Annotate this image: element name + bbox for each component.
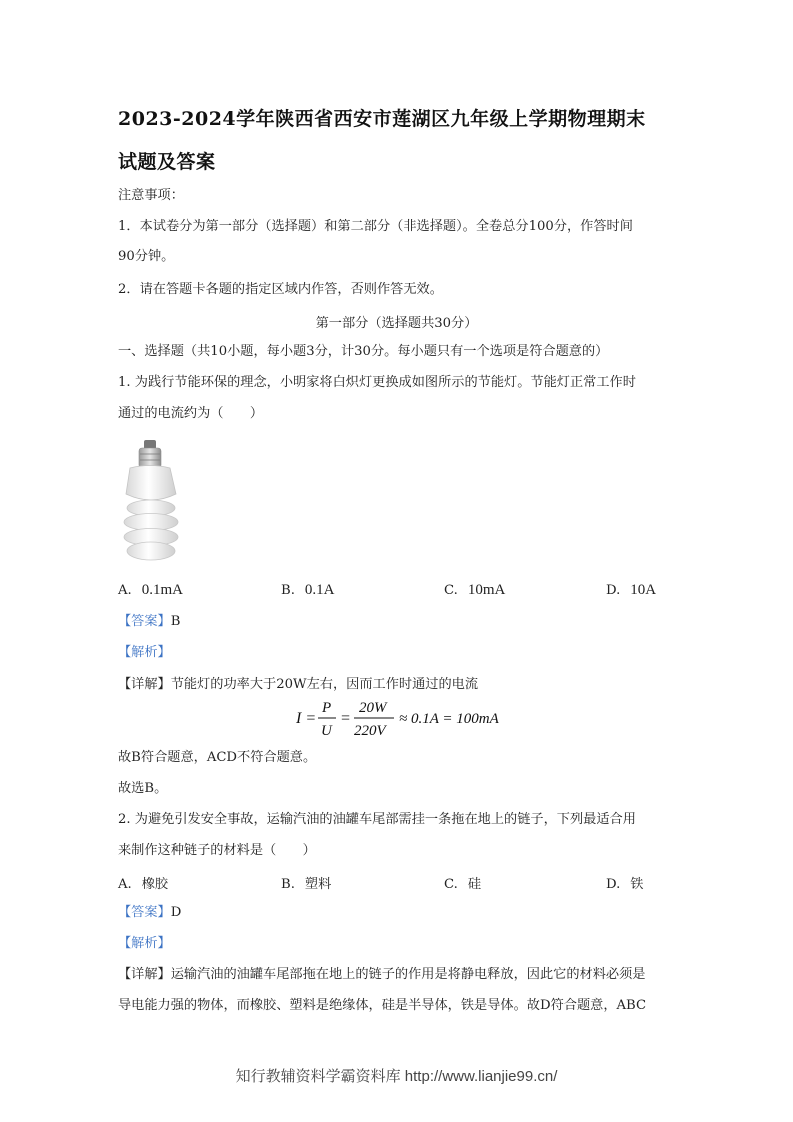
q2-stem: 2. 为避免引发安全事故，运输汽油的油罐车尾部需挂一条拖在地上的链子，下列最适合用 bbox=[118, 812, 636, 827]
q1-option-b-letter: B. bbox=[281, 583, 295, 598]
formula-num2: 20W bbox=[359, 700, 387, 716]
q1-option-c-letter: C. bbox=[444, 583, 458, 598]
q2-option-a-letter: A. bbox=[118, 877, 132, 892]
formula-den2: 220V bbox=[354, 723, 386, 739]
q1-option-c-value: 10mA bbox=[467, 582, 506, 598]
notice-item-1-cont: 90分钟。 bbox=[118, 249, 175, 264]
section-heading: 一、选择题（共10小题，每小题3分，计30分。每小题只有一个选项是符合题意的） bbox=[118, 344, 609, 359]
q2-option-b-letter: B. bbox=[281, 877, 295, 892]
notice-label: 注意事项： bbox=[118, 188, 184, 203]
energy-saving-bulb-image bbox=[120, 438, 182, 564]
formula-den1: U bbox=[321, 723, 332, 739]
q1-analysis-tag: 【解析】 bbox=[118, 645, 171, 660]
q2-detail-tag: 【详解】 bbox=[118, 967, 171, 982]
q1-answer bbox=[118, 613, 180, 631]
q2-answer-tag: 【答案】 bbox=[118, 905, 171, 920]
q2-option-d-letter: D. bbox=[606, 877, 621, 892]
formula-num1: P bbox=[322, 700, 332, 716]
q2-option-a-value: 橡胶 bbox=[141, 877, 169, 892]
q1-detail-text: 节能灯的功率大于20W左右，因而工作时通过的电流 bbox=[170, 677, 479, 692]
notice-item-1: 1．本试卷分为第一部分（选择题）和第二部分（非选择题）。全卷总分100分，作答时间 bbox=[118, 219, 633, 234]
q1-answer-tag: 【答案】 bbox=[118, 614, 171, 629]
q1-option-b-value: 0.1A bbox=[304, 582, 335, 598]
footer-watermark: 知行教辅资料学霸资料库 http://www.lianjie99.cn/ bbox=[235, 1068, 558, 1085]
formula-lhs: I = bbox=[296, 710, 317, 727]
q2-detail bbox=[118, 966, 646, 984]
q1-conclusion: 故B符合题意，ACD不符合题意。 bbox=[118, 750, 317, 765]
q1-option-a bbox=[118, 582, 183, 599]
q2-option-c bbox=[444, 873, 481, 892]
q2-answer-value: D bbox=[170, 905, 182, 920]
q2-detail-cont: 导电能力强的物体，而橡胶、塑料是绝缘体，硅是半导体，铁是导体。故D符合题意，ABC bbox=[118, 998, 647, 1013]
q2-analysis-tag: 【解析】 bbox=[118, 936, 171, 951]
q1-option-d-letter: D. bbox=[606, 583, 621, 598]
q2-answer bbox=[118, 904, 181, 922]
q1-option-d bbox=[606, 582, 656, 599]
q2-option-d-value: 铁 bbox=[630, 877, 644, 892]
q2-option-a bbox=[118, 873, 168, 892]
q1-answer-value: B bbox=[170, 614, 181, 629]
q2-option-c-letter: C. bbox=[444, 877, 458, 892]
formula-eq: = bbox=[340, 710, 351, 727]
q1-option-a-letter: A. bbox=[118, 583, 132, 598]
q2-stem-cont: 来制作这种链子的材料是（ ） bbox=[118, 843, 316, 858]
document-title-line-1: 2023-2024学年陕西省西安市莲湖区九年级上学期物理期末 bbox=[118, 108, 646, 130]
q1-option-d-value: 10A bbox=[630, 582, 657, 598]
q1-option-a-value: 0.1mA bbox=[141, 582, 183, 598]
q1-option-c bbox=[444, 582, 505, 599]
q2-detail-text: 运输汽油的油罐车尾部拖在地上的链子的作用是将静电释放，因此它的材料必须是 bbox=[170, 967, 646, 982]
q1-option-b bbox=[281, 582, 334, 599]
q2-option-b-value: 塑料 bbox=[304, 877, 332, 892]
q1-formula bbox=[296, 697, 516, 746]
q2-option-c-value: 硅 bbox=[467, 877, 481, 892]
q1-detail-tag: 【详解】 bbox=[118, 677, 171, 692]
notice-item-2: 2．请在答题卡各题的指定区域内作答，否则作答无效。 bbox=[118, 282, 443, 297]
part-one-heading: 第一部分（选择题共30分） bbox=[315, 316, 478, 331]
q1-stem-cont: 通过的电流约为（ ） bbox=[118, 406, 264, 421]
q2-option-d bbox=[606, 873, 643, 892]
q1-stem: 1. 为践行节能环保的理念，小明家将白炽灯更换成如图所示的节能灯。节能灯正常工作时 bbox=[118, 375, 636, 390]
q1-choose: 故选B。 bbox=[118, 781, 168, 796]
document-title-line-2: 试题及答案 bbox=[118, 151, 216, 173]
formula-tail: ≈ 0.1A = 100mA bbox=[399, 711, 499, 727]
q1-detail bbox=[118, 676, 478, 694]
q2-option-b bbox=[281, 873, 331, 892]
